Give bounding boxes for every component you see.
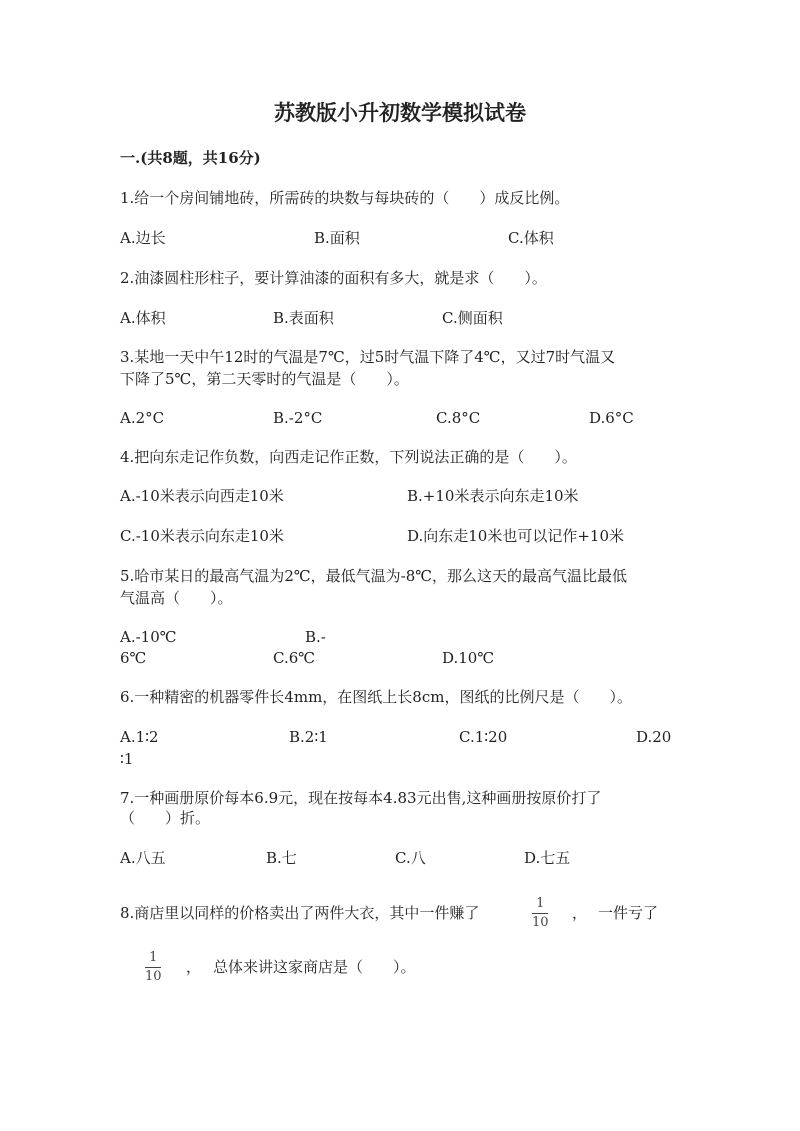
question-6-stem: 6.一种精密的机器零件长4mm，在图纸上长8cm，图纸的比例尺是（ ）。 (120, 688, 632, 706)
fraction-denominator: 10 (532, 915, 549, 930)
question-8-stem-comma-2: ， (186, 958, 202, 976)
question-2-option-c: C.侧面积 (442, 309, 503, 327)
question-5-option-b: B.- (305, 628, 326, 646)
question-5-option-d: D.10℃ (442, 649, 495, 667)
question-6-option-c: C.1∶20 (459, 728, 508, 746)
question-7-option-a: A.八五 (120, 849, 166, 867)
question-8-stem-part-3: 总体来讲这家商店是（ ）。 (213, 958, 416, 976)
question-6-option-b: B.2∶1 (289, 728, 328, 746)
question-4-stem: 4.把向东走记作负数，向西走记作正数，下列说法正确的是（ ）。 (120, 448, 577, 466)
question-3-option-b: B.-2°C (273, 409, 323, 427)
document-title: 苏教版小升初数学模拟试卷 (274, 100, 526, 125)
question-5-option-b-wrap: 6℃ (120, 649, 147, 667)
fraction-numerator: 1 (149, 950, 158, 965)
question-7-option-d: D.七五 (524, 849, 571, 867)
fraction-denominator: 10 (145, 969, 162, 984)
question-1-option-c: C.体积 (508, 229, 554, 247)
question-5-option-a: A.-10℃ (120, 628, 177, 646)
question-6-option-d-wrap: ∶1 (120, 750, 134, 768)
question-2-option-b: B.表面积 (273, 309, 334, 327)
question-8-stem-part-2: 一件亏了 (598, 904, 659, 922)
question-3-option-c: C.8°C (436, 409, 481, 427)
question-3-option-d: D.6°C (589, 409, 634, 427)
fraction-bar (145, 967, 161, 968)
question-8-stem-comma-1: ， (572, 904, 588, 922)
question-4-option-d: D.向东走10米也可以记作+10米 (407, 527, 625, 545)
question-1-option-a: A.边长 (120, 229, 166, 247)
question-7-stem-line-1: 7.一种画册原价每本6.9元，现在按每本4.83元出售,这种画册按原价打了 (120, 789, 602, 807)
question-2-option-a: A.体积 (120, 309, 166, 327)
question-8-fraction-2 (145, 950, 162, 985)
question-7-stem-line-2: （ ）折。 (120, 809, 211, 827)
question-6-option-a: A.1∶2 (120, 728, 159, 746)
question-5-stem-line-1: 5.哈市某日的最高气温为2℃，最低气温为-8℃，那么这天的最高气温比最低 (120, 567, 628, 585)
fraction-bar (532, 913, 548, 914)
question-4-option-c: C.-10米表示向东走10米 (120, 527, 284, 545)
question-8-fraction-1 (532, 896, 549, 931)
fraction-numerator: 1 (536, 896, 545, 911)
question-4-option-b: B.+10米表示向东走10米 (407, 487, 579, 505)
question-3-stem-line-1: 3.某地一天中午12时的气温是7℃，过5时气温下降了4℃，又过7时气温又 (120, 348, 616, 366)
question-1-stem: 1.给一个房间铺地砖，所需砖的块数与每块砖的（ ）成反比例。 (120, 189, 570, 207)
question-5-option-c: C.6℃ (273, 649, 316, 667)
question-2-stem: 2.油漆圆柱形柱子，要计算油漆的面积有多大，就是求（ ）。 (120, 269, 547, 287)
question-5-stem-line-2: 气温高（ ）。 (120, 589, 233, 607)
question-7-option-b: B.七 (266, 849, 297, 867)
question-8-stem-part-1: 8.商店里以同样的价格卖出了两件大衣，其中一件赚了 (120, 904, 480, 922)
section-heading: 一.(共8题，共16分) (120, 149, 261, 167)
question-3-stem-line-2: 下降了5℃，第二天零时的气温是（ ）。 (120, 370, 409, 388)
question-6-option-d: D.20 (636, 728, 672, 746)
question-1-option-b: B.面积 (314, 229, 360, 247)
question-3-option-a: A.2°C (120, 409, 165, 427)
question-4-option-a: A.-10米表示向西走10米 (120, 487, 284, 505)
question-7-option-c: C.八 (395, 849, 426, 867)
